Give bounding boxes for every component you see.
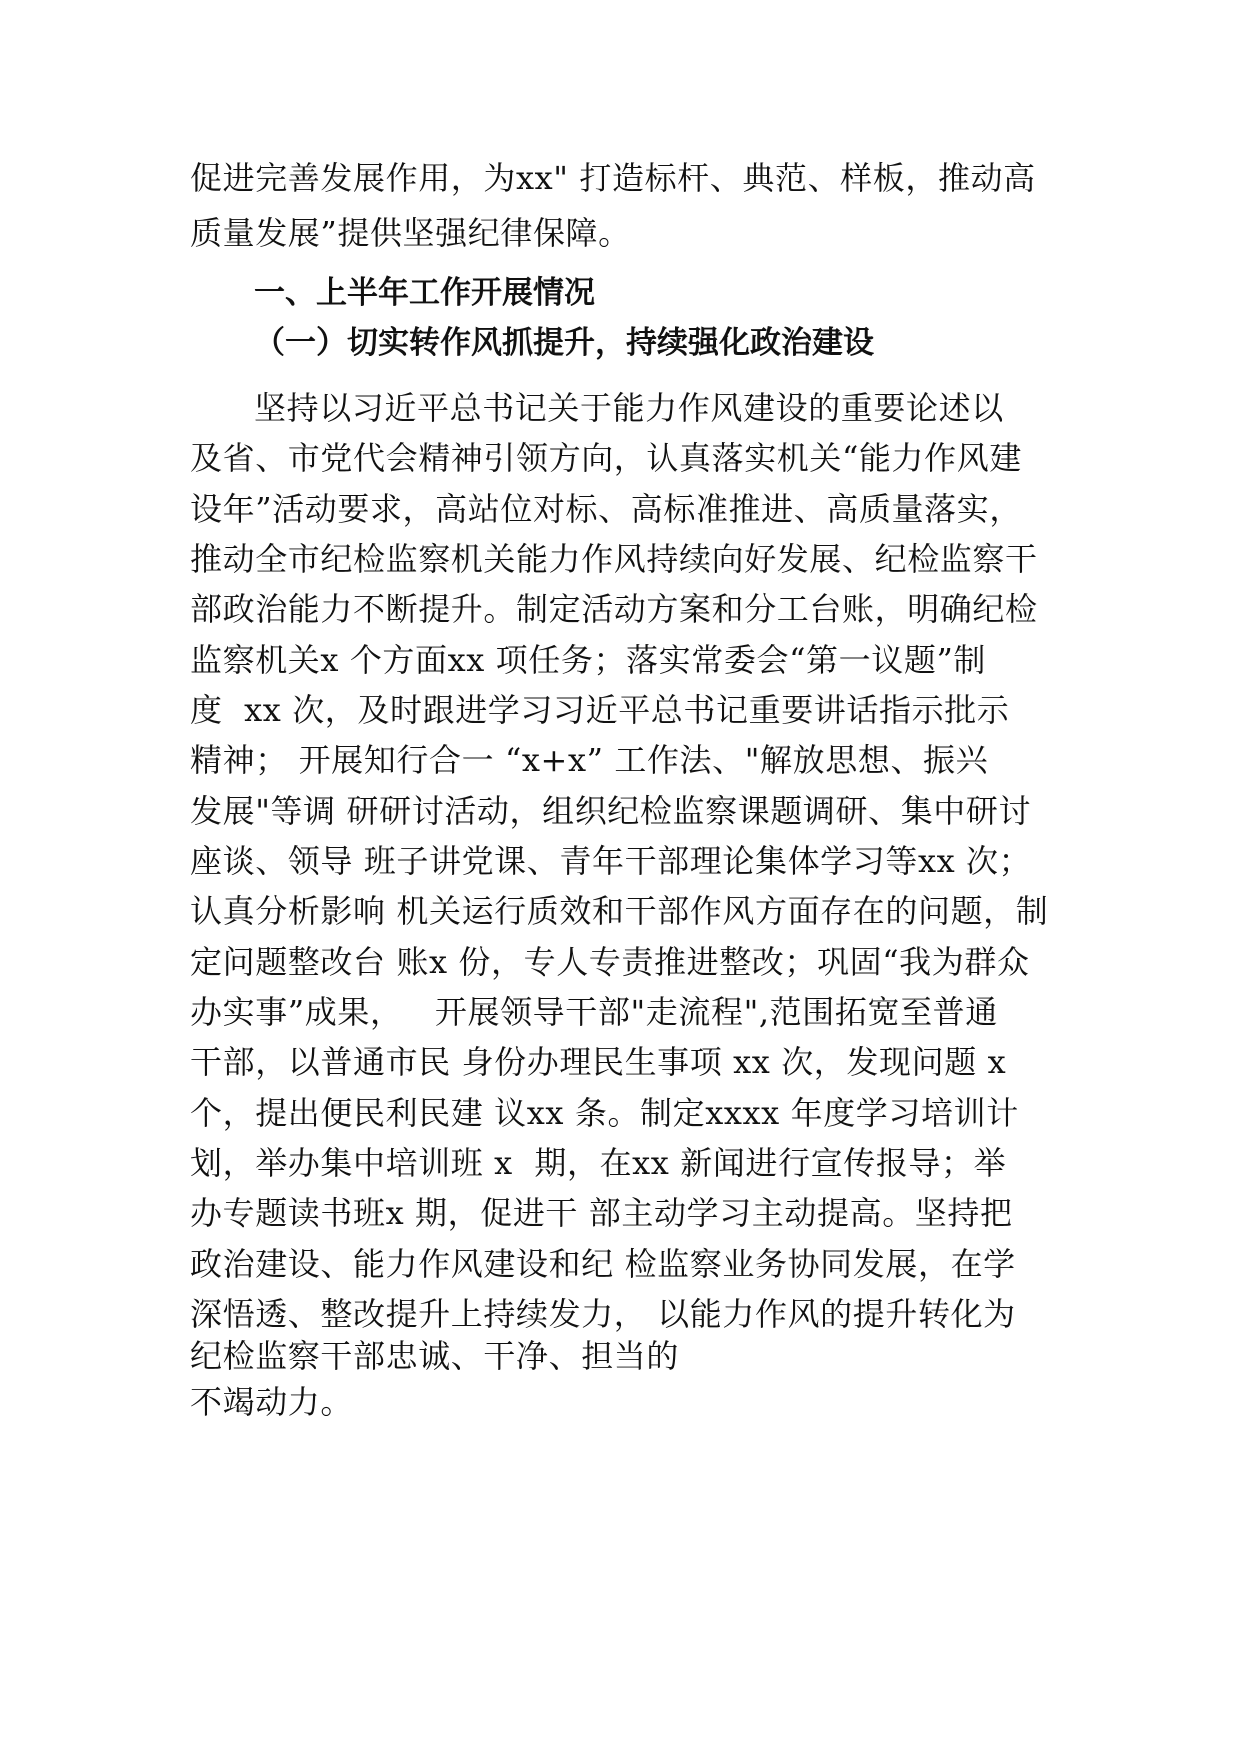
body-line: 深悟透、整改提升上持续发力， 以能力作风的提升转化为 [190,1295,1016,1333]
body-line: 定问题整改台 账x 份，专人专责推进整改；巩固“我为群众 [190,943,1030,981]
body-line: 划，举办集中培训班 x 期，在xx 新闻进行宣传报导；举 [190,1144,1007,1182]
subsection-heading: （一）切实转作风抓提升，持续强化政治建设 [254,325,874,361]
body-line: 精神； 开展知行合一 “x+x” 工作法、"解放思想、振兴 [190,741,989,779]
body-line: 认真分析影响 机关运行质效和干部作风方面存在的问题，制 [190,892,1049,930]
body-line: 发展"等调 研研讨活动，组织纪检监察课题调研、集中研讨 [190,792,1032,830]
body-line: 设年”活动要求，高站位对标、高标准推进、高质量落实， [190,490,1022,528]
body-line: 政治建设、能力作风建设和纪 检监察业务协同发展，在学 [190,1245,1016,1283]
body-line: 干部，以普通市民 身份办理民生事项 xx 次，发现问题 x [190,1043,1007,1081]
body-line: 办实事”成果， 开展领导干部"走流程",范围拓宽至普通 [190,993,998,1031]
body-line: 部政治能力不断提升。制定活动方案和分工台账，明确纪检 [190,590,1038,628]
intro-line: 促进完善发展作用，为xx" 打造标杆、典范、样板，推动高 [190,159,1036,197]
body-line: 推动全市纪检监察机关能力作风持续向好发展、纪检监察干 [190,540,1038,578]
body-line: 坚持以习近平总书记关于能力作风建设的重要论述以 [254,389,1004,427]
body-line: 办专题读书班x 期，促进干 部主动学习主动提高。坚持把 [190,1194,1013,1232]
body-line: 度 xx 次，及时跟进学习习近平总书记重要讲话指示批示 [190,691,1010,729]
body-line: 及省、市党代会精神引领方向，认真落实机关“能力作风建 [190,439,1022,477]
body-line: 纪检监察干部忠诚、干净、担当的 [190,1337,680,1375]
body-line: 不竭动力。 [190,1383,354,1421]
body-line: 座谈、领导 班子讲党课、青年干部理论集体学习等xx 次； [190,842,1032,880]
body-line: 监察机关x 个方面xx 项任务；落实常委会“第一议题”制 [190,641,987,679]
body-line: 个，提出便民利民建 议xx 条。制定xxxx 年度学习培训计 [190,1094,1019,1132]
intro-line: 质量发展”提供坚强纪律保障。 [190,214,631,252]
section-heading: 一、上半年工作开展情况 [254,275,595,311]
